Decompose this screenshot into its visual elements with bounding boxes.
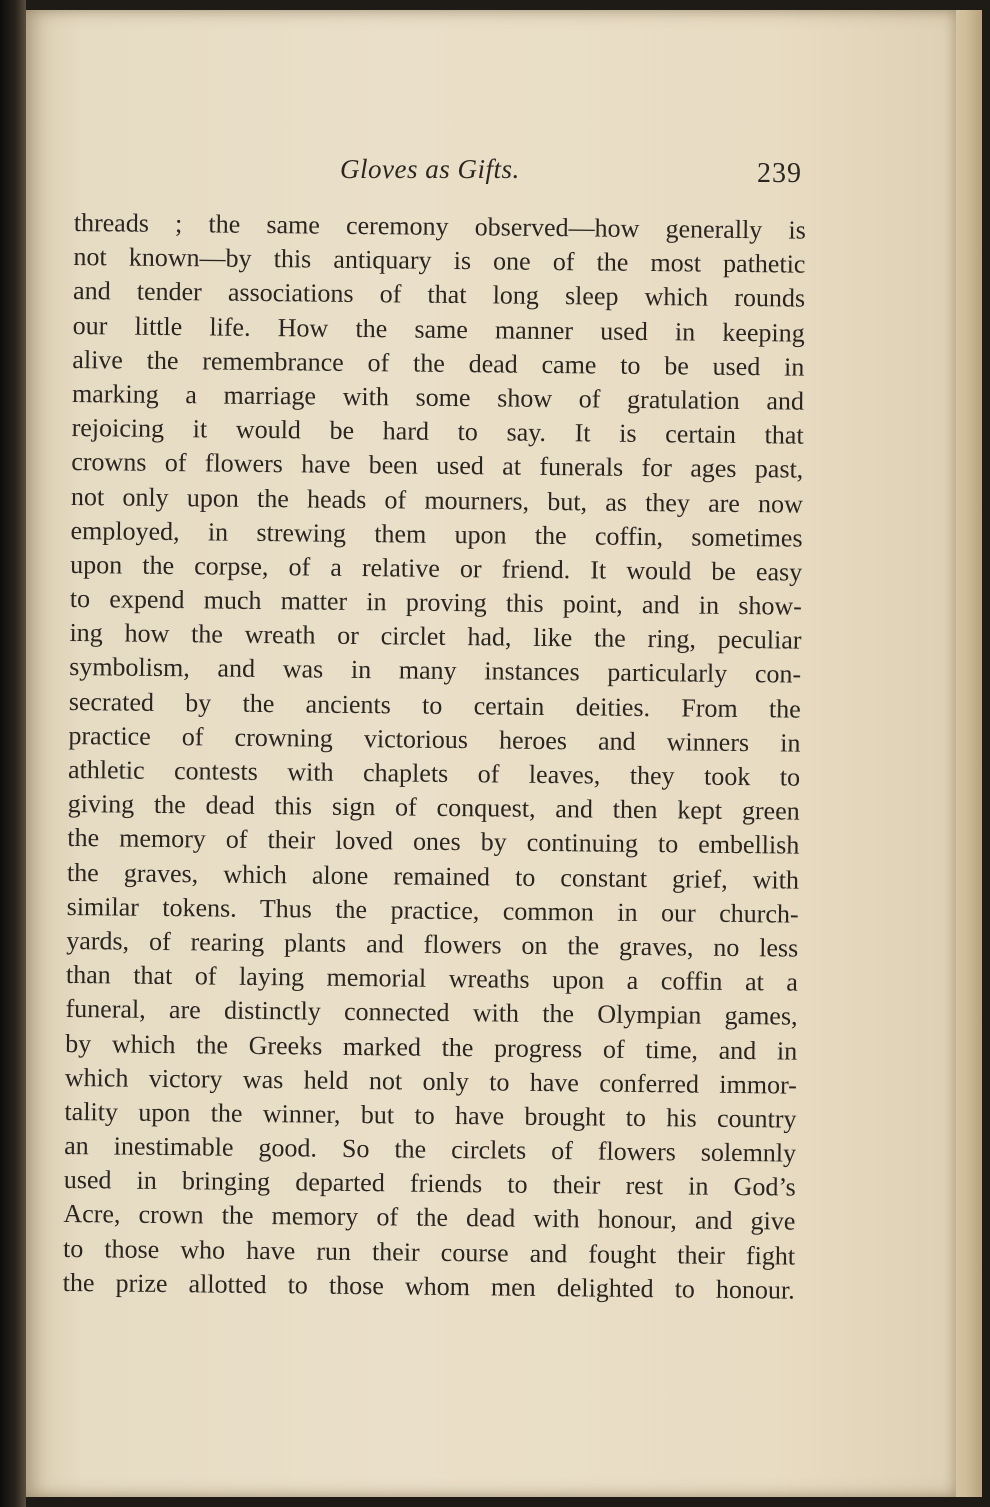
text-line: crowns of flowers have been used at funerals for ages past, [71, 447, 804, 484]
text-line: threads ; the same ceremony observed—how generally is [73, 207, 806, 245]
text-line: to those who have run their course and fought their fight [62, 1233, 796, 1271]
text-line: and tender associations of that long sleep which rounds [72, 276, 806, 314]
text-line: marking a marriage with some show of gratulation and [71, 378, 805, 416]
text-line: not only upon the heads of mourners, but, as they are now [70, 481, 804, 519]
text-line: funeral, are distinctly connected with the Olympian games, [65, 994, 798, 1031]
text-line: similar tokens. Thus the practice, common in our church- [66, 891, 799, 929]
page-edge [952, 10, 982, 1497]
text-line: symbolism, and was in many instances particularly con- [69, 652, 802, 690]
book-page [26, 10, 956, 1497]
text-line: not known—by this antiquary is one of the most pathetic [73, 242, 806, 279]
text-line: by which the Greeks marked the progress of time, and in [65, 1028, 798, 1066]
page-number: 239 [757, 158, 802, 189]
running-title: Gloves as Gifts. [340, 154, 520, 184]
text-line: used in bringing departed friends to their rest in God’s [63, 1165, 796, 1202]
text-line: the prize allotted to those whom men delighted to honour. [62, 1267, 795, 1305]
text-line: ing how the wreath or circlet had, like the ring, peculiar [69, 618, 802, 655]
text-line: rejoicing it would be hard to say. It is certain that [71, 413, 804, 450]
text-line: our little life. How the same manner used in keeping [72, 310, 805, 348]
text-line: the graves, which alone remained to constant grief, with [66, 857, 800, 895]
text-line: alive the remembrance of the dead came to be used in [72, 344, 805, 382]
text-line: secrated by the ancients to certain deities. From the [68, 686, 801, 724]
text-line: yards, of rearing plants and flowers on the graves, no less [66, 925, 799, 963]
text-line: to expend much matter in proving this point, and in show- [69, 584, 803, 621]
text-line: giving the dead this sign of conquest, and then kept green [67, 789, 800, 826]
body-paragraph [63, 206, 806, 1308]
text-line: an inestimable good. So the circlets of flowers solemnly [64, 1131, 797, 1168]
text-line: upon the corpse, of a relative or friend. It would be easy [70, 549, 803, 587]
text-line: than that of laying memorial wreaths upon a coffin at a [65, 960, 799, 997]
text-line: the memory of their loved ones by continuing to embellish [67, 823, 800, 861]
book-binding-shadow [0, 0, 26, 1507]
text-line: which victory was held not only to have conferred immor- [64, 1062, 797, 1100]
text-line: practice of crowning victorious heroes and winners in [68, 720, 801, 758]
text-line: athletic contests with chaplets of leaves, they took to [67, 754, 801, 792]
text-line: tality upon the winner, but to have brought to his country [64, 1096, 797, 1134]
text-line: employed, in strewing them upon the coffin, sometimes [70, 515, 803, 553]
page-header [26, 150, 956, 200]
text-line: Acre, crown the memory of the dead with honour, and give [63, 1199, 796, 1237]
